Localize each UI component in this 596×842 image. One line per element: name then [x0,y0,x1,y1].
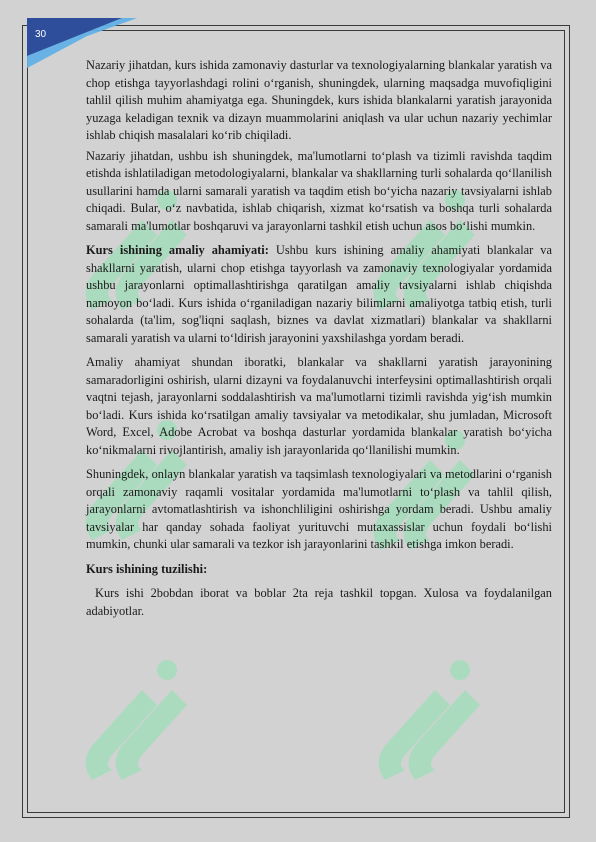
paragraph-text: Kurs ishi 2bobdan iborat va boblar 2ta reja tashkil topgan. Xulosa va foydalanilgan adabiyotlar. [86,586,552,618]
paragraph [86,57,552,145]
paragraph-text: Nazariy jihatdan, kurs ishida zamonaviy dasturlar va texnologiyalarning blankalar yaratish va chop etishga tayyorlashdagi rolini o‘rganish, shuningdek, ularning maqsadga muvofiqligini tahlil qilish muhim ahamiyatga ega. Shuningdek, kurs ishida blankalarni yaratish jarayonida yuzaga keladigan texnik va dizayn muammolarini aniqlash va ular uchun nazariy yechimlar ishlab chiqish masalalari ko‘rib chiqiladi. [86,58,552,142]
watermark-logo [72,620,202,790]
paragraph [86,585,552,620]
paragraph-heading: Kurs ishining tuzilishi: [86,561,208,576]
paragraph-text: Shuningdek, onlayn blankalar yaratish va taqsimlash texnologiyalari va metodlarini o‘rganish orqali zamonaviy raqamli vositalar yordamida ma'lumotlarni to‘plash va tahlil qilish, jarayonlarni avtomatlashtirish va ishonchliligini oshirishga yordam beradi. Ushbu amaliy tavsiyalar har qanday sohada faoliyat yurituvchi mutaxassislar uchun foydali bo‘lishi mumkin, chunki ular samarali va tezkor ish jarayonlarini tashkil etishga imkon beradi. [86,467,552,551]
paragraph-text: Ushbu kurs ishining amaliy ahamiyati blankalar va shakllarni yaratish, ularni chop etishga tayyorlash va zamonaviy texnologiyalar yordamida ushbu jarayonlarni optimallashtirishga qaratilgan amaliy tavsiyalarni ishlab chiqishda namoyon bo‘ladi. Kurs ishida o‘rganiladigan nazariy bilimlarni amaliyotga tatbiq etish, turli sohalarda (ta'lim, sog'liqni saqlash, biznes va davlat xizmatlari) blankalar va shakllarni samarali yaratish va ularni to‘ldirish jarayonini yaxshilashga yordam beradi. [86,243,552,345]
paragraph [86,354,552,459]
section-heading [86,561,552,579]
paragraph [86,466,552,554]
document-body [86,57,552,627]
paragraph-text: Amaliy ahamiyat shundan iboratki, blankalar va shakllarni yaratish jarayonining samaradorligini oshirish, ularni dizayni va foydalanuvchi interfeysini optimallashtirish orqali vaqtni tejash, jarayonlarni soddalashtirish va ma'lumotlarni tizimli ravishda yig‘ish mumkin bo‘ladi. Kurs ishida ko‘rsatilgan amaliy tavsiyalar va metodikalar, shu jumladan, Microsoft Word, Excel, Adobe Acrobat va boshqa dasturlar yordamida blankalar yaratish bo‘yicha ko‘nikmalarni rivojlantirish, amaliy ish jarayonlarida qo‘llanilishi mumkin. [86,355,552,457]
page-number: 30 [35,29,47,40]
paragraph [86,242,552,347]
watermark-logo [365,620,495,790]
paragraph-heading: Kurs ishining amaliy ahamiyati: [86,243,269,257]
paragraph [86,148,552,236]
paragraph-text: Nazariy jihatdan, ushbu ish shuningdek, ma'lumotlarni to‘plash va tizimli ravishda taqdim etishda ishlatiladigan metodologiyalarni, blankalar va shakllarning turli sohalarda qo‘llanilish usullarini hamda ularni samarali yaratish va taqdim etish bo‘yicha nazariy tavsiyalarni ishlab chiqadi. Bular, o‘z navbatida, ishlab chiqarish, xizmat ko‘rsatish va boshqa turli sohalarda samarali ma'lumotlar boshqaruvi va jarayonlarni tashkil etish uchun asos bo‘lishi mumkin. [86,148,552,233]
